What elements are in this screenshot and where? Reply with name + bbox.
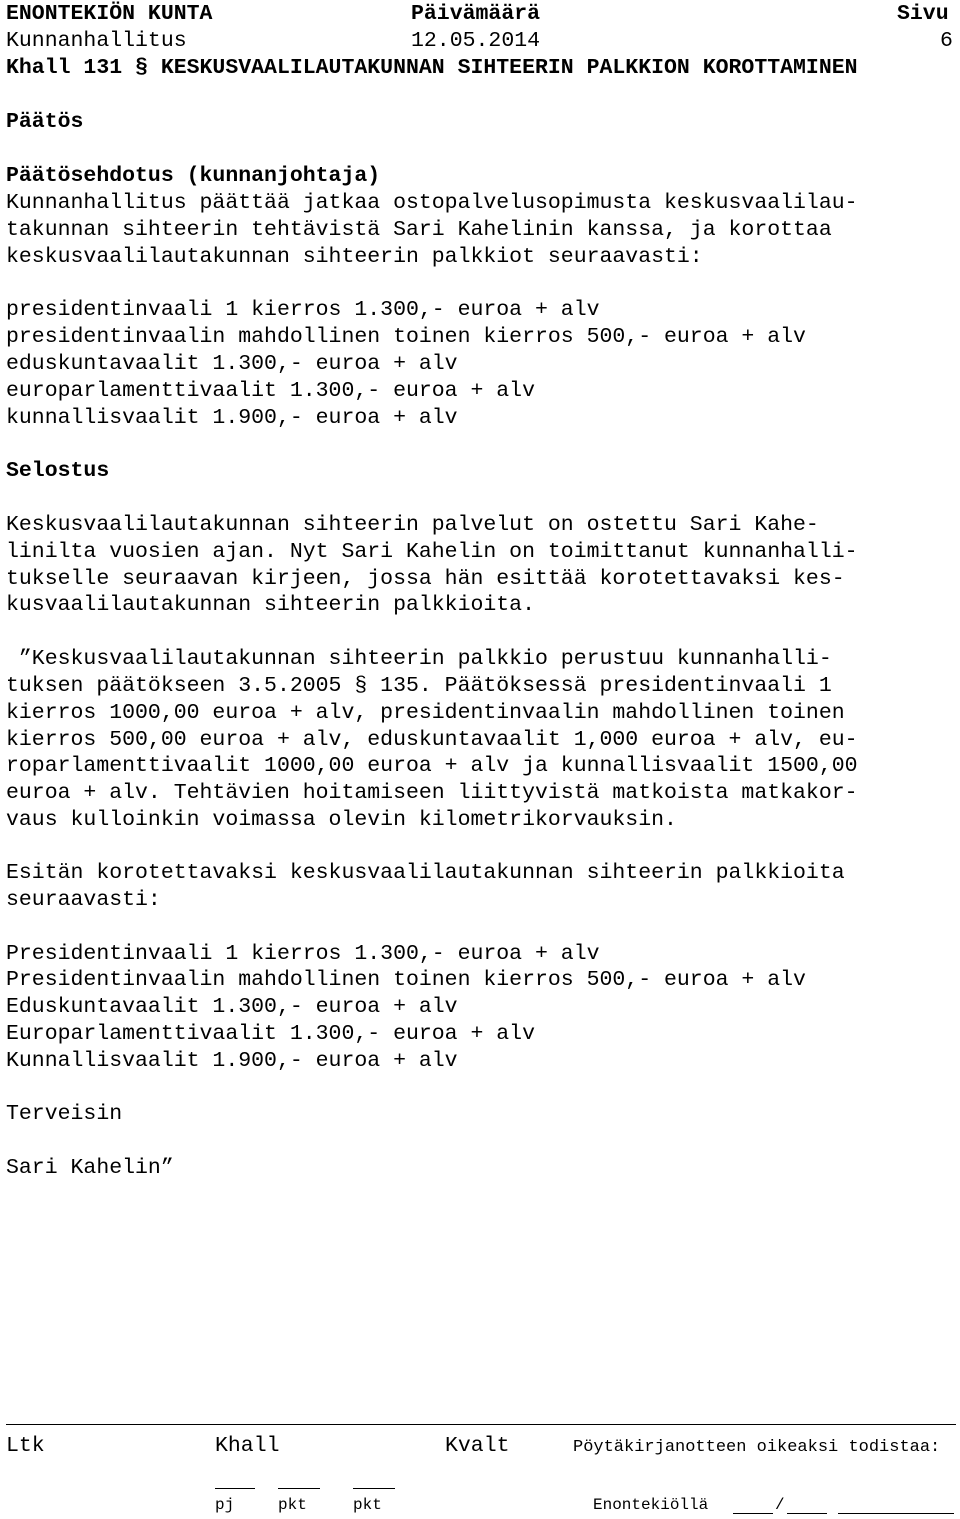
footer-slash: / <box>775 1496 785 1514</box>
fee-line: presidentinvaalin mahdollinen toinen kierros 500,- euroa + alv <box>6 325 806 349</box>
municipality-name: ENONTEKIÖN KUNTA <box>6 2 213 26</box>
letter-line: euroa + alv. Tehtävien hoitamiseen liittyvistä matkoista matkakor- <box>6 781 858 805</box>
footer-enontekiolla: Enontekiöllä <box>593 1496 709 1514</box>
footer-certify: Pöytäkirjanotteen oikeaksi todistaa: <box>573 1438 941 1457</box>
letter-line: ”Keskusvaalilautakunnan sihteerin palkkio perustuu kunnanhalli- <box>6 647 832 671</box>
explanation-line: tukselle seuraavan kirjeen, jossa hän esittää korotettavaksi kes- <box>6 567 845 591</box>
signature: Sari Kahelin” <box>6 1156 174 1180</box>
letter-fee-line: Presidentinvaali 1 kierros 1.300,- euroa + alv <box>6 942 600 966</box>
letter-line: kierros 1000,00 euroa + alv, presidentinvaalin mahdollinen toinen <box>6 701 845 725</box>
letter-fee-line: Kunnallisvaalit 1.900,- euroa + alv <box>6 1049 458 1073</box>
pj-blank <box>215 1488 255 1489</box>
proposal-heading: Päätösehdotus (kunnanjohtaja) <box>6 164 381 188</box>
explanation-line: Keskusvaalilautakunnan sihteerin palvelut on ostettu Sari Kahe- <box>6 513 819 537</box>
fee-line: kunnallisvaalit 1.900,- euroa + alv <box>6 406 458 430</box>
explanation-heading: Selostus <box>6 459 110 483</box>
footer-pkt: pkt <box>353 1496 382 1514</box>
footer-pj: pj <box>215 1496 235 1514</box>
meeting-date: 12.05.2014 <box>411 29 541 53</box>
letter-proposal-line: seuraavasti: <box>6 888 161 912</box>
letter-fee-line: Presidentinvaalin mahdollinen toinen kierros 500,- euroa + alv <box>6 968 806 992</box>
letter-line: vaus kulloinkin voimassa olevin kilometrikorvauksin. <box>6 808 677 832</box>
month-blank <box>787 1513 827 1514</box>
pkt1-blank <box>278 1488 320 1489</box>
decision-line: Kunnanhallitus päättää jatkaa ostopalvelusopimusta keskusvaalilau- <box>6 191 858 215</box>
fee-line: eduskuntavaalit 1.300,- euroa + alv <box>6 352 458 376</box>
decision-heading: Päätös <box>6 110 84 134</box>
footer-pkt: pkt <box>278 1496 307 1514</box>
footer-khall: Khall <box>215 1434 280 1458</box>
decision-line: takunnan sihteerin tehtävistä Sari Kahelinin kanssa, ja korottaa <box>6 218 832 242</box>
letter-proposal-line: Esitän korotettavaksi keskusvaalilautakunnan sihteerin palkkioita <box>6 861 845 885</box>
decision-line: keskusvaalilautakunnan sihteerin palkkiot seuraavasti: <box>6 245 703 269</box>
fee-line: europarlamenttivaalit 1.300,- euroa + alv <box>6 379 535 403</box>
letter-line: tuksen päätökseen 3.5.2005 § 135. Päätöksessä presidentinvaali 1 <box>6 674 832 698</box>
explanation-line: kusvaalilautakunnan sihteerin palkkioita. <box>6 593 535 617</box>
footer-ltk: Ltk <box>6 1434 45 1458</box>
fee-line: presidentinvaali 1 kierros 1.300,- euroa + alv <box>6 298 600 322</box>
day-blank <box>733 1513 773 1514</box>
pkt2-blank <box>353 1488 395 1489</box>
page-number: 6 <box>940 29 953 53</box>
item-title: Khall 131 § KESKUSVAALILAUTAKUNNAN SIHTEERIN PALKKION KOROTTAMINEN <box>6 56 858 80</box>
letter-fee-line: Eduskuntavaalit 1.300,- euroa + alv <box>6 995 458 1019</box>
letter-fee-line: Europarlamenttivaalit 1.300,- euroa + alv <box>6 1022 535 1046</box>
letter-line: kierros 500,00 euroa + alv, eduskuntavaalit 1,000 euroa + alv, eu- <box>6 728 858 752</box>
footer-divider <box>6 1424 956 1425</box>
explanation-line: linilta vuosien ajan. Nyt Sari Kahelin on toimittanut kunnanhalli- <box>6 540 858 564</box>
page-label: Sivu <box>897 2 949 26</box>
footer-kvalt: Kvalt <box>445 1434 510 1458</box>
year-blank <box>838 1513 954 1514</box>
body-name: Kunnanhallitus <box>6 29 187 53</box>
date-label: Päivämäärä <box>411 2 541 26</box>
letter-line: roparlamenttivaalit 1000,00 euroa + alv ja kunnallisvaalit 1500,00 <box>6 754 858 778</box>
greeting: Terveisin <box>6 1102 123 1126</box>
